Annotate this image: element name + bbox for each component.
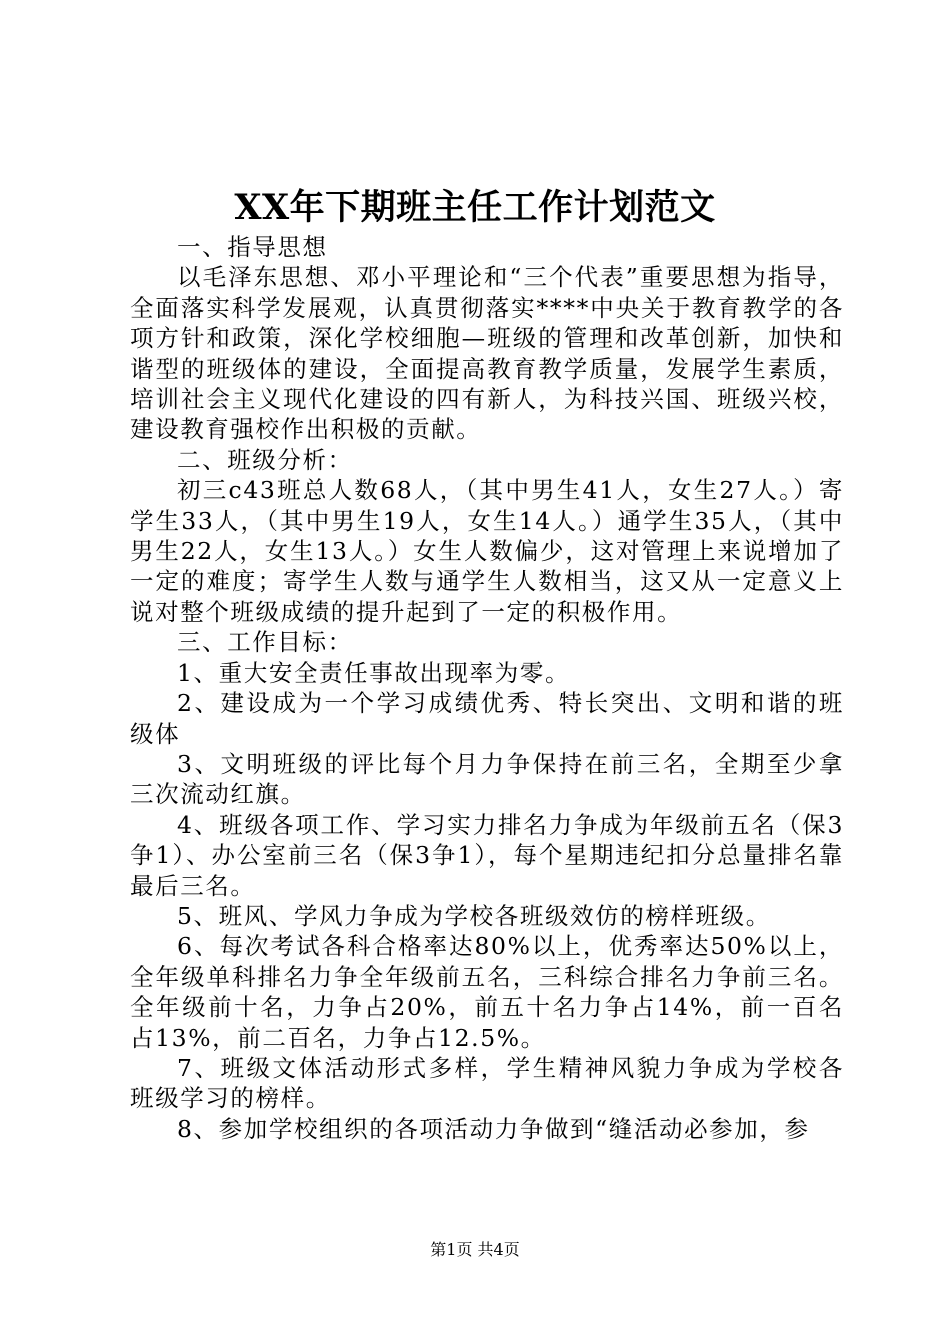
list-item: 1、重大安全责任事故出现率为零。 <box>177 658 571 687</box>
list-item: 3、文明班级的评比每个月力争保持在前三名，全期至少拿三次流动红旗。 <box>130 749 844 809</box>
paragraph: 初三c43班总人数68人，（其中男生41人，女生27人。）寄学生33人，（其中男生19人，女生14人。）通学生35人，（其中男生22人，女生13人。）女生人数偏少，这对管理上来说增加了一定的难度；寄学生人数与通学生人数相当，这又从一定意义上说对整个班级成绩的提升起到了一定的积极作用。 <box>130 476 844 626</box>
list-item: 7、班级文体活动形式多样，学生精神风貌力争成为学校各班级学习的榜样。 <box>130 1053 844 1113</box>
list-item: 6、每次考试各科合格率达80%以上，优秀率达50%以上，全年级单科排名力争全年级前五名，三科综合排名力争前三名。全年级前十名，力争占20%，前五十名力争占14%，前一百名占13%，前二百名，力争占12.5%。 <box>130 932 844 1052</box>
section-heading: 三、工作目标： <box>177 628 353 657</box>
paragraph: 以毛泽东思想、邓小平理论和“三个代表”重要思想为指导，全面落实科学发展观，认真贯彻落实****中央关于教育教学的各项方针和政策，深化学校细胞—班级的管理和改革创新，加快和谐型的班级体的建设，全面提高教育教学质量，发展学生素质，培训社会主义现代化建设的四有新人，为科技兴国、班级兴校，建设教育强校作出积极的贡献。 <box>130 263 844 444</box>
list-item: 8、参加学校组织的各项活动力争做到“缝活动必参加，参 <box>177 1114 810 1143</box>
document-title: XX年下期班主任工作计划范文 <box>234 187 716 228</box>
list-item: 5、班风、学风力争成为学校各班级效仿的榜样班级。 <box>177 901 771 930</box>
section-heading: 二、班级分析： <box>177 445 353 474</box>
document-body <box>130 232 844 1144</box>
list-item: 2、建设成为一个学习成绩优秀、特长突出、文明和谐的班级体 <box>130 689 844 748</box>
section-heading: 一、指导思想 <box>177 233 328 261</box>
list-item: 4、班级各项工作、学习实力排名力争成为年级前五名（保3争1）、办公室前三名（保3争1），每个星期违纪扣分总量排名靠最后三名。 <box>130 810 844 900</box>
page-footer: 第1页 共4页 <box>430 1240 520 1259</box>
